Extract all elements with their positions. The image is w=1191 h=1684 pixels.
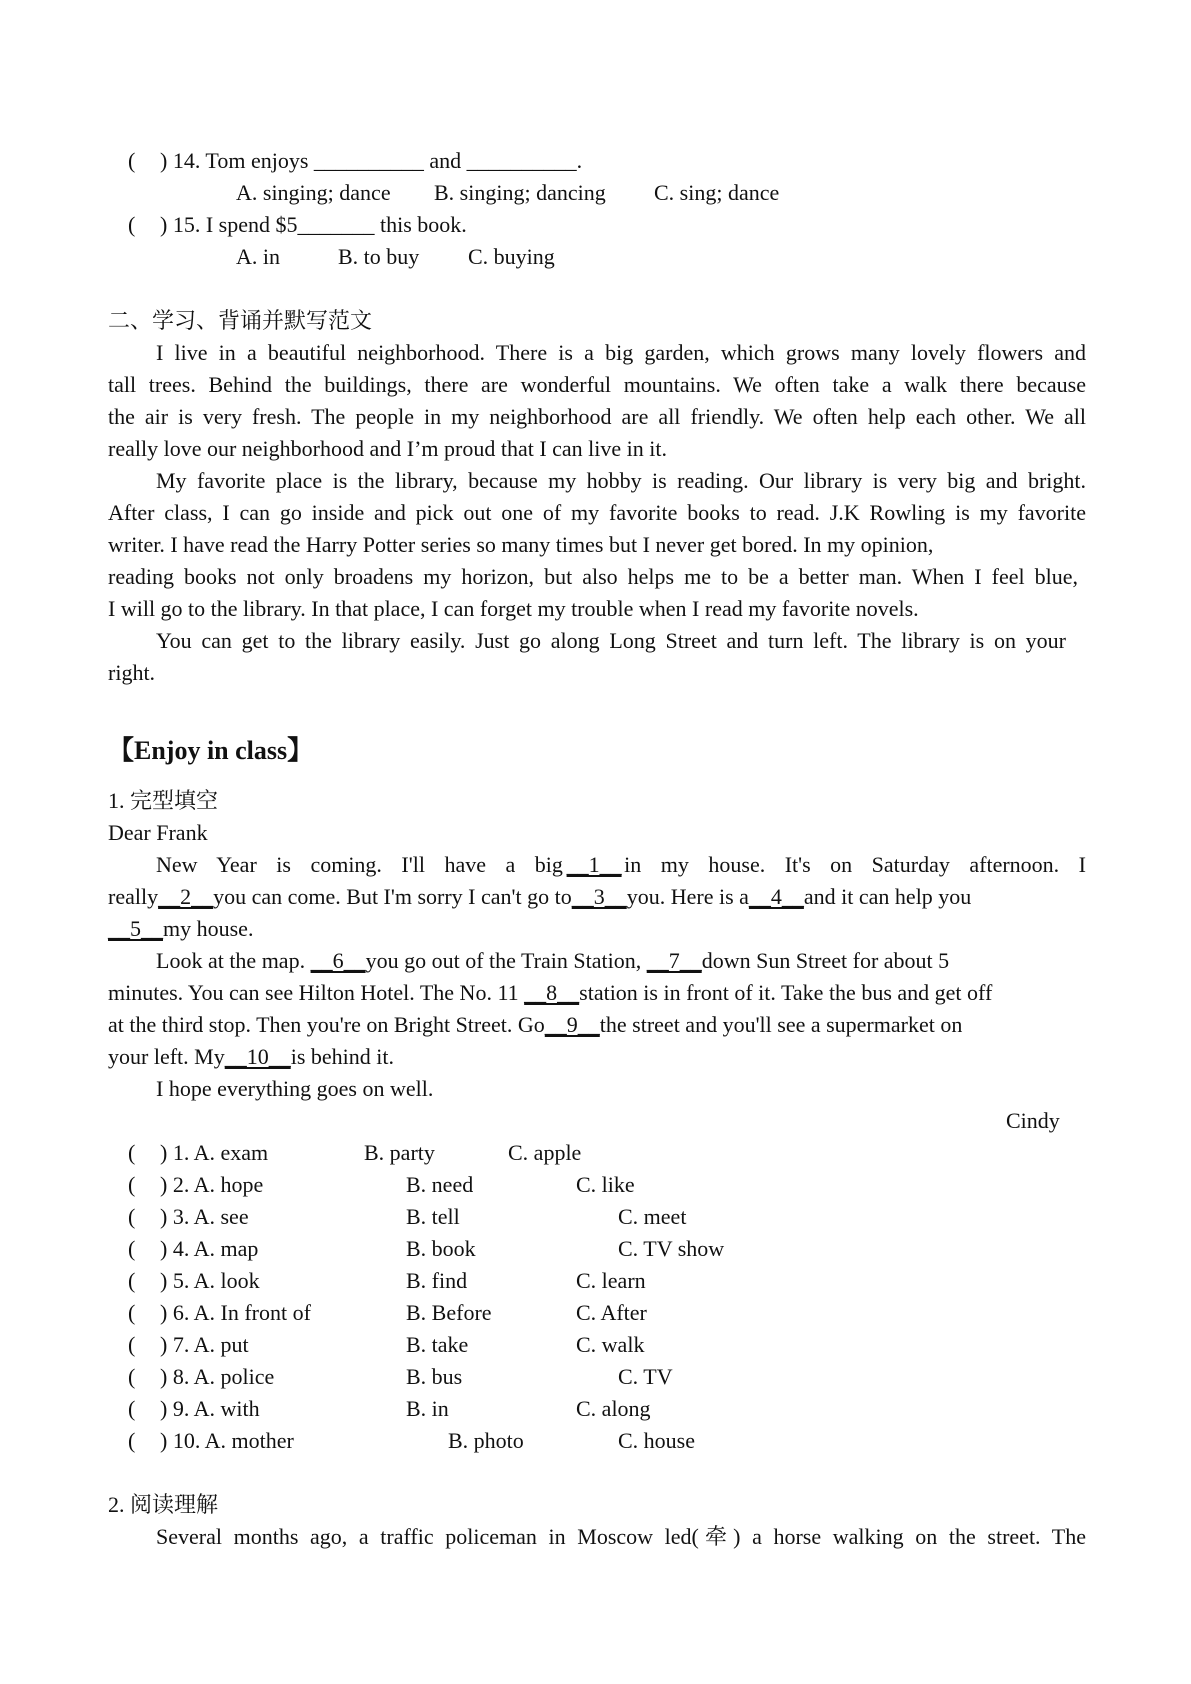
question-option-c: C. meet [618, 1204, 687, 1229]
question-stem: ) 6. A. In front of [160, 1300, 311, 1325]
cloze-text: you. Here is a [626, 884, 749, 909]
q14-option-b: B. singing; dancing [434, 180, 606, 205]
question-option-b: B. in [406, 1396, 449, 1421]
question-paren: ( [128, 1396, 136, 1421]
essay-line: writer. I have read the Harry Potter series so many times but I never get bored. In my opinion, [108, 532, 934, 557]
q14-option-c: C. sing; dance [654, 180, 780, 205]
reading-title: 2. 阅读理解 [108, 1492, 219, 1517]
cloze-text: my house. [163, 916, 254, 941]
cloze-title: 1. 完型填空 [108, 788, 219, 813]
enjoy-heading: 【Enjoy in class】 [108, 736, 314, 765]
blank-1: __1__ [566, 852, 622, 877]
question-option-b: B. find [406, 1268, 468, 1293]
question-paren: ( [128, 1364, 136, 1389]
question-option-b: B. need [406, 1172, 474, 1197]
question-stem: ) 8. A. police [160, 1364, 275, 1389]
question-stem: ) 7. A. put [160, 1332, 249, 1357]
question-option-b: B. book [406, 1236, 476, 1261]
blank-2: __2__ [158, 884, 214, 909]
blank-3: __3__ [571, 884, 627, 909]
question-option-c: C. TV [618, 1364, 673, 1389]
cloze-text: in my house. It's on Saturday afternoon. I [624, 852, 1086, 877]
q15-stem: ) 15. I spend $5_______ this book. [160, 212, 467, 237]
cloze-text: you go out of the Train Station, [365, 948, 642, 973]
q15-option-a: A. in [236, 244, 280, 269]
cloze-text: and it can help you [803, 884, 972, 909]
question-stem: ) 1. A. exam [160, 1140, 269, 1165]
question-paren: ( [128, 1172, 136, 1197]
question-option-b: B. party [364, 1140, 435, 1165]
essay-line: I will go to the library. In that place, I can forget my trouble when I read my favorite novels. [108, 596, 919, 621]
blank-4: __4__ [748, 884, 804, 909]
cloze-p2-line1 [156, 946, 949, 976]
question-option-b: B. photo [448, 1428, 524, 1453]
question-option-c: C. After [576, 1300, 647, 1325]
letter-greeting: Dear Frank [108, 820, 208, 845]
question-stem: ) 10. A. mother [160, 1428, 294, 1453]
blank-6: __6__ [310, 948, 366, 973]
essay-line: the air is very fresh. The people in my neighborhood are all friendly. We often help each other. We all [108, 404, 1086, 429]
question-option-b: B. tell [406, 1204, 460, 1229]
question-option-c: C. walk [576, 1332, 645, 1357]
question-option-c: C. apple [508, 1140, 582, 1165]
cloze-text: Look at the map. [156, 948, 306, 973]
blank-5: __5__ [108, 916, 163, 941]
cloze-text: really [108, 884, 159, 909]
question-paren: ( [128, 1268, 136, 1293]
essay-line: tall trees. Behind the buildings, there are wonderful mountains. We often take a walk there because [108, 372, 1086, 397]
essay-line: My favorite place is the library, because my hobby is reading. Our library is very big and bright. [156, 468, 1086, 493]
q14-stem: ) 14. Tom enjoys __________ and __________. [160, 148, 583, 173]
cloze-text: at the third stop. Then you're on Bright Street. Go [108, 1012, 545, 1037]
cloze-text: your left. My [108, 1044, 225, 1069]
question-paren: ( [128, 1332, 136, 1357]
question-stem: ) 4. A. map [160, 1236, 259, 1261]
letter-closing: I hope everything goes on well. [156, 1076, 434, 1101]
question-paren: ( [128, 1236, 136, 1261]
cloze-text: you can come. But I'm sorry I can't go to [213, 884, 572, 909]
q15-option-c: C. buying [468, 244, 555, 269]
q14-paren: ( [128, 148, 136, 173]
q15-paren: ( [128, 212, 136, 237]
question-stem: ) 5. A. look [160, 1268, 260, 1293]
cloze-p1-line3 [108, 914, 253, 944]
blank-7: __7__ [646, 948, 702, 973]
question-option-c: C. like [576, 1172, 635, 1197]
question-paren: ( [128, 1204, 136, 1229]
blank-10: __10__ [224, 1044, 291, 1069]
cloze-p2-line4 [108, 1042, 394, 1072]
blank-8: __8__ [524, 980, 580, 1005]
cloze-p1-line2 [108, 882, 1086, 912]
q14-option-a: A. singing; dance [236, 180, 391, 205]
question-option-c: C. house [618, 1428, 695, 1453]
essay-line: After class, I can go inside and pick out one of my favorite books to read. J.K Rowling is my favorite [108, 500, 1086, 525]
question-stem: ) 2. A. hope [160, 1172, 264, 1197]
cloze-text: is behind it. [290, 1044, 394, 1069]
letter-signature: Cindy [1006, 1108, 1060, 1133]
essay-heading: 二、学习、背诵并默写范文 [108, 308, 373, 333]
cloze-p1-line1 [156, 850, 1086, 880]
question-option-b: B. bus [406, 1364, 463, 1389]
question-option-c: C. learn [576, 1268, 646, 1293]
essay-line: I live in a beautiful neighborhood. There is a big garden, which grows many lovely flowers and [156, 340, 1086, 365]
blank-9: __9__ [544, 1012, 600, 1037]
cloze-p2-line3 [108, 1010, 962, 1040]
question-paren: ( [128, 1428, 136, 1453]
essay-line: right. [108, 660, 156, 685]
cloze-text: New Year is coming. I'll have a big [156, 852, 563, 877]
cloze-text: the street and you'll see a supermarket on [599, 1012, 963, 1037]
question-option-c: C. along [576, 1396, 651, 1421]
essay-line: reading books not only broadens my horizon, but also helps me to be a better man. When I feel blue, [108, 564, 1078, 589]
question-option-b: B. take [406, 1332, 469, 1357]
question-option-b: B. Before [406, 1300, 492, 1325]
essay-line: You can get to the library easily. Just go along Long Street and turn left. The library is on your [156, 628, 1066, 653]
cloze-text: station is in front of it. Take the bus and get off [579, 980, 993, 1005]
q15-option-b: B. to buy [338, 244, 420, 269]
reading-first-line: Several months ago, a traffic policeman in Moscow led(牵) a horse walking on the street. The [156, 1524, 1086, 1549]
cloze-p2-line2 [108, 978, 992, 1008]
cloze-text: down Sun Street for about 5 [701, 948, 950, 973]
question-stem: ) 9. A. with [160, 1396, 260, 1421]
cloze-text: minutes. You can see Hilton Hotel. The No. 11 [108, 980, 519, 1005]
question-paren: ( [128, 1300, 136, 1325]
essay-line: really love our neighborhood and I’m proud that I can live in it. [108, 436, 668, 461]
question-option-c: C. TV show [618, 1236, 725, 1261]
question-stem: ) 3. A. see [160, 1204, 249, 1229]
question-paren: ( [128, 1140, 136, 1165]
